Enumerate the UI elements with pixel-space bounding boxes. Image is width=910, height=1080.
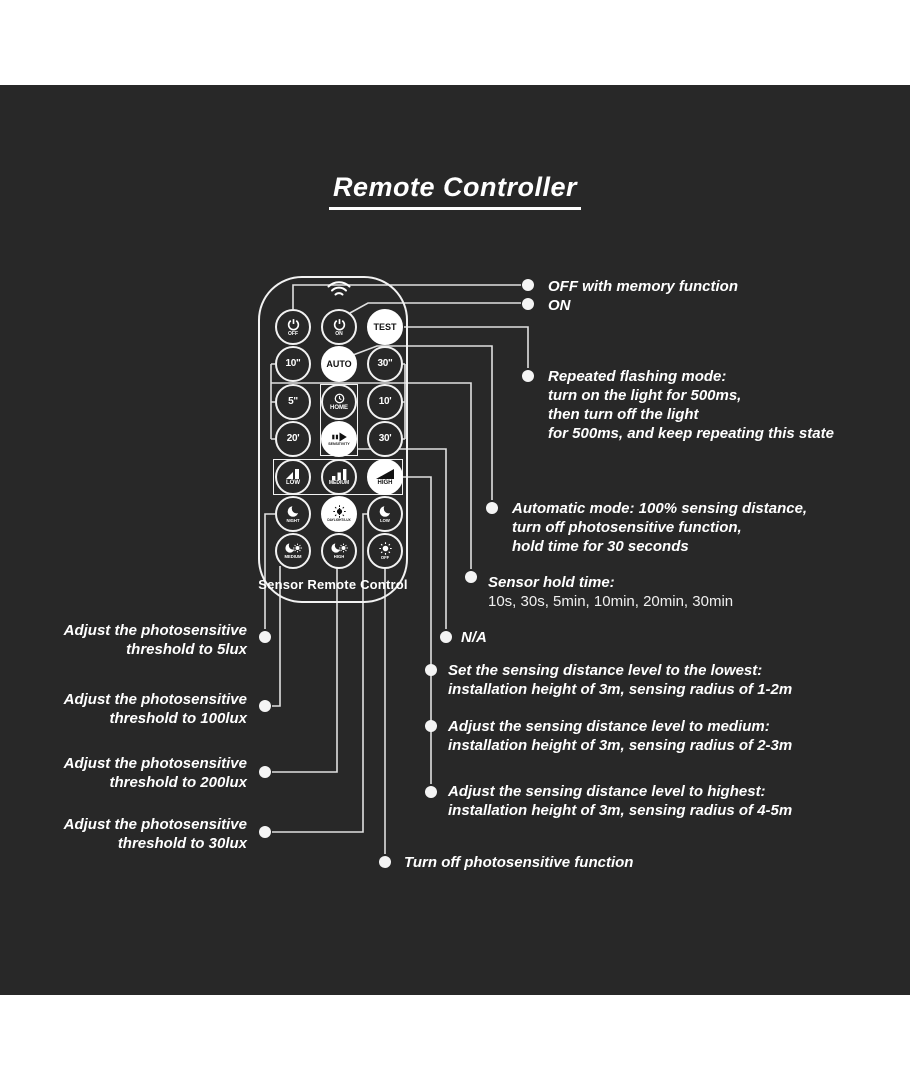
home-button[interactable] — [321, 384, 357, 420]
annotation-na: N/A — [461, 629, 487, 646]
button-label: 30' — [378, 433, 392, 444]
lux-medium-button[interactable] — [275, 533, 311, 569]
button-label: AUTO — [326, 358, 352, 369]
signal-medium-icon — [332, 469, 347, 480]
sun-icon — [333, 505, 346, 518]
test-button[interactable] — [367, 309, 403, 345]
button-label: 20' — [286, 433, 300, 444]
button-label: OFF — [288, 330, 298, 337]
annotation-sensor-hold-time: Sensor hold time: 10s, 30s, 5min, 10min, 20min, 30min — [488, 574, 734, 610]
button-label: MEDIUM — [328, 479, 350, 486]
fast-forward-icon — [332, 432, 347, 442]
button-label: 10" — [285, 358, 301, 369]
button-label: LOW — [286, 480, 300, 486]
annotation-distance-highest: Adjust the sensing distance level to highest: installation height of 3m, sensing radius of 4-5m — [448, 783, 793, 819]
lux-low-button[interactable] — [367, 496, 403, 532]
auto-button[interactable] — [321, 346, 357, 382]
button-label: MEDIUM — [284, 554, 302, 560]
lux-off-button[interactable] — [367, 533, 403, 569]
annotation-photosensitive-off: Turn off photosensitive function — [404, 854, 634, 871]
button-label: HIGH — [377, 479, 393, 486]
annotation-threshold-100lux: Adjust the photosensitive threshold to 100lux — [63, 691, 247, 727]
wifi-signal-icon — [325, 281, 353, 299]
annotation-flashing-mode: Repeated flashing mode: turn on the light for 500ms, then turn off the light for 500ms, and keep repeating this state — [548, 368, 834, 442]
button-label: TEST — [373, 321, 397, 332]
annotation-off-memory: OFF with memory function — [548, 278, 738, 295]
time-5s-button[interactable] — [275, 384, 311, 420]
time-20m-button[interactable] — [275, 421, 311, 457]
off-button[interactable] — [275, 309, 311, 345]
ramp-high-icon — [376, 469, 394, 479]
time-10m-button[interactable] — [367, 384, 403, 420]
night-button[interactable] — [275, 496, 311, 532]
power-icon — [333, 318, 346, 331]
button-label: NIGHT — [286, 517, 300, 523]
remote-footer-label: Sensor Remote Control — [258, 577, 408, 592]
button-label: ON — [335, 330, 343, 337]
annotation-automatic-mode: Automatic mode: 100% sensing distance, turn off photosensitive function, hold time for 30 seconds — [512, 500, 808, 555]
button-label: DAYLIGHT/LUX — [327, 518, 351, 523]
annotation-on: ON — [548, 297, 571, 314]
moon-sun-icon — [285, 542, 302, 554]
daylight-lux-button[interactable] — [321, 496, 357, 532]
clock-icon — [334, 393, 345, 404]
sensitivity-button[interactable] — [321, 421, 357, 457]
power-icon — [287, 318, 300, 331]
moon-icon — [287, 505, 300, 518]
on-button[interactable] — [321, 309, 357, 345]
sun-icon — [379, 542, 392, 555]
signal-low-icon — [286, 468, 300, 479]
distance-medium-button[interactable] — [321, 459, 357, 495]
page-title: Remote Controller — [329, 172, 581, 210]
button-label: 5" — [288, 396, 298, 407]
distance-low-button[interactable] — [275, 459, 311, 495]
button-label: HIGH — [333, 554, 345, 560]
button-label: SENSITIVITY — [328, 441, 350, 446]
distance-high-button[interactable] — [367, 459, 403, 495]
annotation-threshold-30lux: Adjust the photosensitive threshold to 30lux — [63, 816, 247, 852]
annotation-threshold-5lux: Adjust the photosensitive threshold to 5lux — [63, 622, 247, 658]
time-10s-button[interactable] — [275, 346, 311, 382]
button-label: HOME — [330, 405, 348, 411]
annotation-threshold-200lux: Adjust the photosensitive threshold to 200lux — [63, 755, 247, 791]
time-30m-button[interactable] — [367, 421, 403, 457]
annotation-distance-lowest: Set the sensing distance level to the lowest: installation height of 3m, sensing radius of 1-2m — [448, 662, 793, 698]
moon-icon — [379, 505, 392, 518]
button-label: LOW — [380, 517, 390, 523]
annotation-distance-medium: Adjust the sensing distance level to medium: installation height of 3m, sensing radius of 2-3m — [448, 718, 793, 754]
button-label: OFF — [380, 554, 390, 560]
button-label: 30" — [377, 358, 393, 369]
time-30s-button[interactable] — [367, 346, 403, 382]
lux-high-button[interactable] — [321, 533, 357, 569]
button-label: 10' — [378, 396, 392, 407]
moon-sun-icon — [331, 542, 348, 554]
